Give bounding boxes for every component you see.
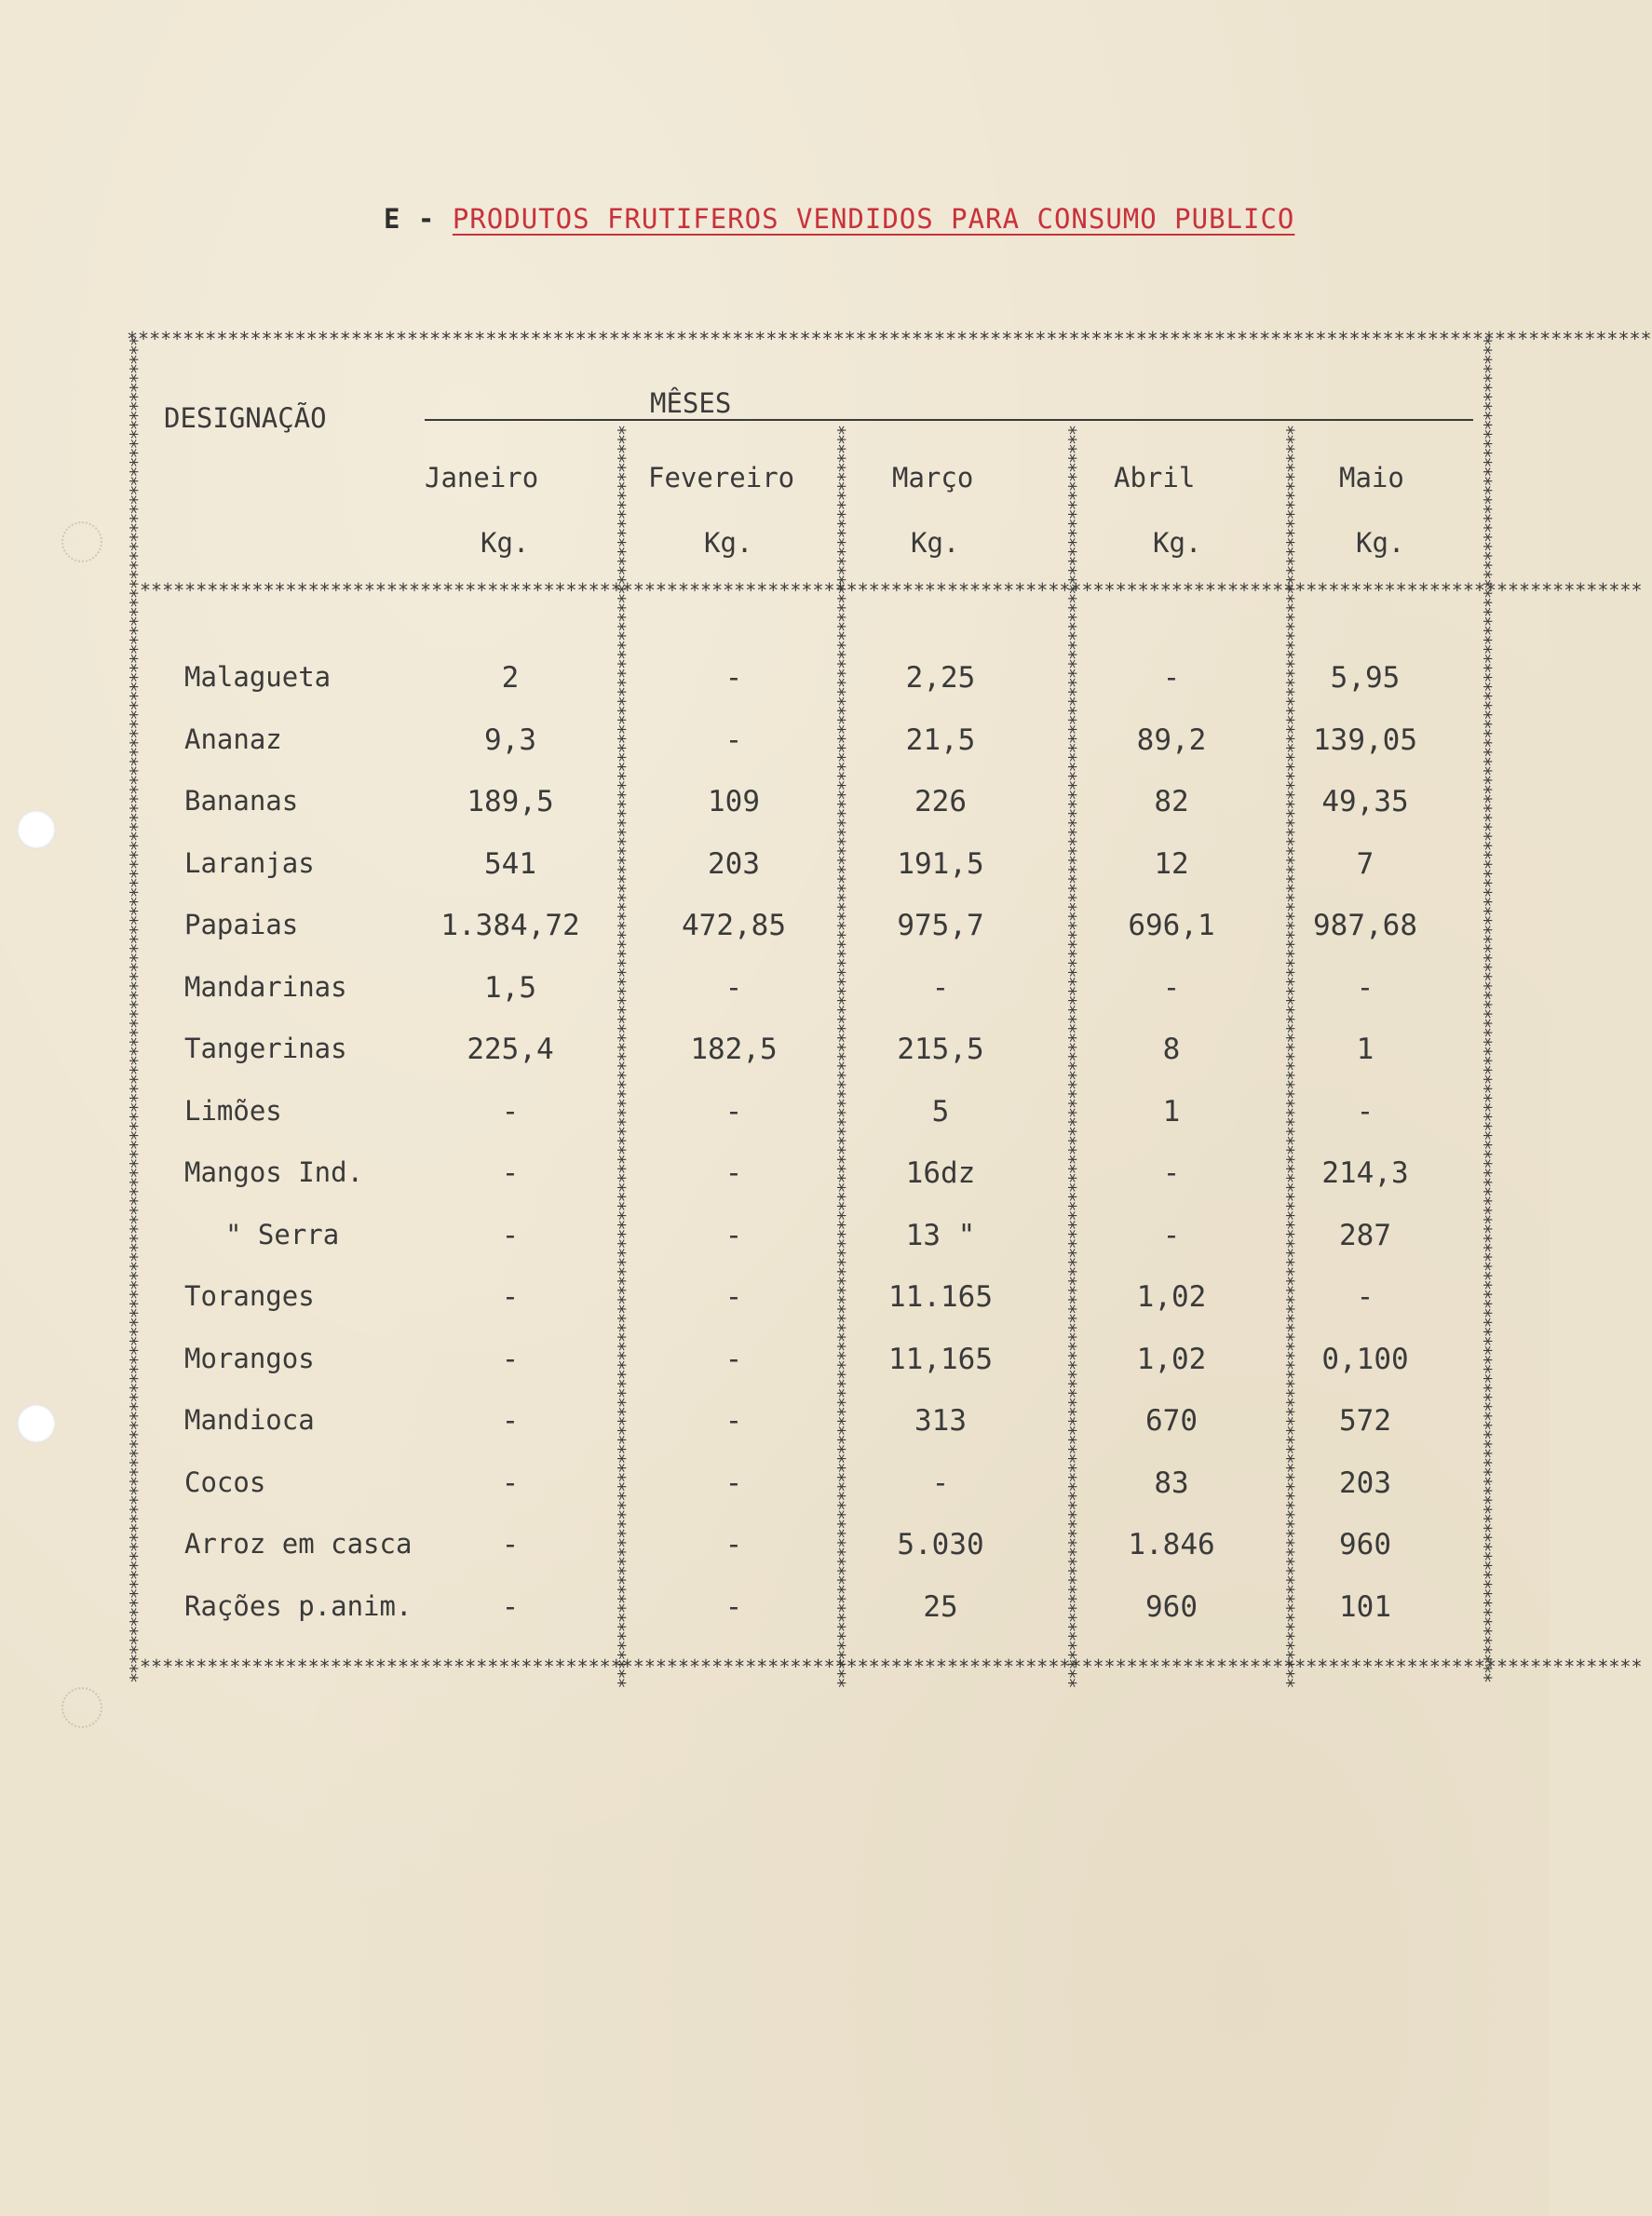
row-value: 1,02 [1136,1343,1207,1376]
row-value: - [724,1590,743,1624]
row-value: 287 [1339,1219,1391,1252]
row-value: 1.384,72 [440,909,580,942]
row-value: 1,02 [1136,1280,1207,1314]
row-label: Arroz em casca [184,1528,413,1560]
header-unit: Kg. [1356,527,1405,559]
punch-hole-top [17,810,56,849]
row-value: 82 [1154,785,1189,818]
row-value: 2,25 [905,661,976,695]
table-border-right: ************************************************************************************************************************************************ [1473,335,1496,1682]
row-label: Mandioca [184,1404,315,1436]
header-month-marco: Março [892,462,974,493]
row-value: 9,3 [484,723,536,757]
row-value: - [501,1404,520,1438]
row-value: - [724,1343,743,1376]
row-label: Papaias [184,909,299,940]
row-value: 139,05 [1313,723,1417,757]
row-value: 49,35 [1321,785,1409,818]
row-value: 8 [1162,1033,1181,1066]
punch-hole-bottom [17,1404,56,1443]
section-letter: E - [384,203,436,235]
column-separator: *************************************************************************************************************************************** [827,425,849,1687]
row-value: 215,5 [897,1033,984,1066]
row-value: 572 [1339,1404,1391,1438]
row-value: - [501,1466,520,1500]
row-value: - [501,1343,520,1376]
row-value: - [724,1528,743,1561]
row-label: Morangos [184,1343,315,1374]
row-value: 13 " [905,1219,976,1252]
row-value: - [724,661,743,695]
header-unit: Kg. [1153,527,1202,559]
row-label: Ananaz [184,723,282,755]
row-label: Laranjas [184,847,315,879]
row-value: 0,100 [1321,1343,1409,1376]
row-value: 83 [1154,1466,1189,1500]
row-value: - [931,971,950,1005]
table-border-top: **************************************************************************************************************************************** [127,328,1652,350]
row-value: - [931,1466,950,1500]
header-month-janeiro: Janeiro [425,462,539,493]
row-value: - [501,1280,520,1314]
row-value: - [724,723,743,757]
row-value: 189,5 [467,785,554,818]
row-value: 21,5 [905,723,976,757]
row-value: 5,95 [1330,661,1401,695]
row-value: 975,7 [897,909,984,942]
paper-mark [61,1687,102,1728]
table-border-bottom: ************************************************************************************************************************************** [140,1655,1643,1678]
row-value: 226 [914,785,967,818]
row-value: - [724,1156,743,1190]
row-value: 7 [1356,847,1374,881]
row-value: 203 [1339,1466,1391,1500]
row-value: - [724,1219,743,1252]
row-value: 203 [708,847,760,881]
row-value: - [724,1280,743,1314]
row-value: - [1356,971,1374,1005]
row-value: 2 [501,661,520,695]
page-title [384,203,1294,235]
table-border-header: ************************************************************************************************************************************** [140,579,1643,601]
header-month-maio: Maio [1339,462,1404,493]
header-meses: MÊSES [650,387,732,419]
row-value: - [724,971,743,1005]
row-label: Cocos [184,1466,266,1498]
row-label: Bananas [184,785,299,817]
row-value: - [501,1590,520,1624]
row-value: 1,5 [484,971,536,1005]
row-value: 101 [1339,1590,1391,1624]
row-value: 5.030 [897,1528,984,1561]
row-value: - [501,1156,520,1190]
row-label: Mandarinas [184,971,347,1003]
title-text: PRODUTOS FRUTIFEROS VENDIDOS PARA CONSUMO PUBLICO [452,203,1295,235]
row-value: 541 [484,847,536,881]
row-value: 89,2 [1136,723,1207,757]
table-border-left: ************************************************************************************************************************************************ [119,335,142,1682]
row-value: 1 [1162,1095,1181,1128]
row-value: 1.846 [1128,1528,1215,1561]
row-value: - [724,1404,743,1438]
row-value: 25 [923,1590,958,1624]
row-value: 960 [1339,1528,1391,1561]
row-value: - [501,1219,520,1252]
row-value: 225,4 [467,1033,554,1066]
row-value: 12 [1154,847,1189,881]
row-value: 109 [708,785,760,818]
row-value: - [1162,971,1181,1005]
column-separator: *************************************************************************************************************************************** [1058,425,1080,1687]
row-value: 1 [1356,1033,1374,1066]
row-value: 987,68 [1313,909,1417,942]
row-value: - [724,1095,743,1128]
row-value: - [724,1466,743,1500]
meses-rule [425,419,1473,421]
row-value: 313 [914,1404,967,1438]
row-value: 11.165 [888,1280,993,1314]
row-label: Mangos Ind. [184,1156,364,1188]
row-value: 5 [931,1095,950,1128]
row-value: 696,1 [1128,909,1215,942]
row-label: Toranges [184,1280,315,1312]
row-value: - [501,1528,520,1561]
row-value: 11,165 [888,1343,993,1376]
row-value: - [1162,661,1181,695]
row-value: 214,3 [1321,1156,1409,1190]
row-value: - [1162,1156,1181,1190]
header-month-fevereiro: Fevereiro [648,462,795,493]
header-designacao: DESIGNAÇÃO [164,402,327,434]
row-value: - [501,1095,520,1128]
row-label: " Serra [225,1219,340,1250]
row-value: 191,5 [897,847,984,881]
paper-mark [61,521,102,562]
row-label: Rações p.anim. [184,1590,413,1622]
column-separator: *************************************************************************************************************************************** [1276,425,1298,1687]
row-label: Limões [184,1095,282,1127]
row-value: - [1356,1095,1374,1128]
row-value: 670 [1145,1404,1198,1438]
header-unit: Kg. [481,527,530,559]
column-separator: *************************************************************************************************************************************** [607,425,630,1687]
header-unit: Kg. [704,527,753,559]
row-value: - [1162,1219,1181,1252]
row-label: Tangerinas [184,1033,347,1064]
header-unit: Kg. [911,527,960,559]
row-value: 960 [1145,1590,1198,1624]
header-month-abril: Abril [1114,462,1196,493]
row-value: 472,85 [682,909,786,942]
row-value: 16dz [905,1156,976,1190]
row-value: - [1356,1280,1374,1314]
row-label: Malagueta [184,661,332,693]
row-value: 182,5 [690,1033,778,1066]
